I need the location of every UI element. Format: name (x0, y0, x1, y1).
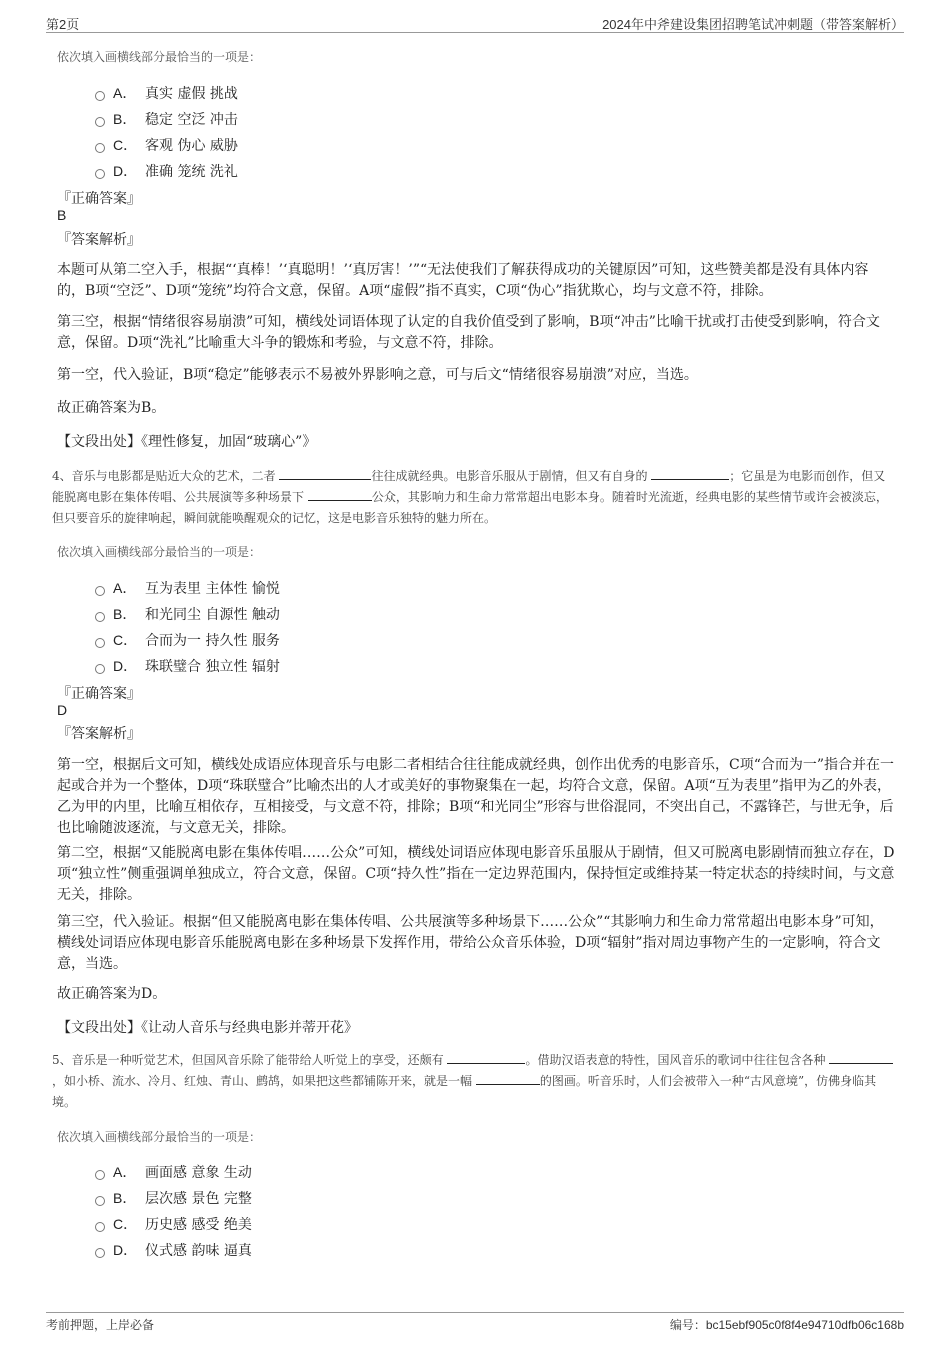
q5-option-a[interactable] (95, 1159, 252, 1185)
q4-option-d[interactable] (95, 653, 280, 679)
q3-prompt: 依次填入画横线部分最恰当的一项是： (57, 50, 262, 64)
question-text: 的图画。听音乐时，人们会被带入一种“古风意境”，仿佛身临其境。 (52, 1074, 877, 1109)
radio-icon[interactable] (95, 1196, 105, 1206)
q4-option-a[interactable] (95, 575, 280, 601)
option-letter: C． (113, 632, 138, 648)
radio-icon[interactable] (95, 586, 105, 596)
option-text: 和光同尘 自源性 触动 (145, 607, 280, 623)
q4-answer: D (57, 702, 68, 718)
q3-option-b[interactable] (95, 106, 238, 132)
blank-line (829, 1051, 893, 1064)
q4-option-c[interactable] (95, 627, 280, 653)
q3-option-a[interactable] (95, 80, 238, 106)
radio-icon[interactable] (95, 638, 105, 648)
option-letter: B． (113, 606, 137, 622)
q5-option-b[interactable] (95, 1185, 252, 1211)
radio-icon[interactable] (95, 91, 105, 101)
document-title: 2024年中斧建设集团招聘笔试冲刺题（带答案解析） (602, 17, 904, 32)
option-letter: A． (113, 580, 137, 596)
q4-analysis-4: 故正确答案为D。 (57, 986, 167, 1002)
option-text: 真实 虚假 挑战 (145, 86, 238, 102)
question-text: 公众，其影响力和生命力常常超出电影本身。随着时光流逝，经典电影的某些情节或许会被淡忘，但只要音乐的旋律响起，瞬间就能唤醒观众的记忆，这是电影音乐独特的魅力所在。 (52, 490, 888, 525)
question-number: 4、 (52, 469, 72, 483)
question-text: 音乐是一种听觉艺术，但国风音乐除了能带给人听觉上的享受，还颇有 (71, 1053, 448, 1067)
page-header (46, 12, 904, 33)
q3-analysis-label: 『答案解析』 (57, 232, 141, 248)
blank-line (279, 467, 371, 480)
option-text: 客观 伪心 威胁 (145, 138, 238, 154)
q3-analysis-1: 本题可从第二空入手，根据“‘真棒！’‘真聪明！’‘真厉害！’”“无法使我们了解获得成功的关键原因”可知，这些赞美都是没有具体内容的，B项“空泛”、D项“笼统”均符合文意，保留。A项“虚假”指不真实，C项“伪心”指犹欺心，均与文意不符，排除。 (57, 262, 869, 299)
radio-icon[interactable] (95, 117, 105, 127)
radio-icon[interactable] (95, 612, 105, 622)
option-text: 画面感 意象 生动 (145, 1165, 252, 1181)
radio-icon[interactable] (95, 1170, 105, 1180)
option-letter: D． (113, 163, 138, 179)
q5-option-d[interactable] (95, 1237, 252, 1263)
page-footer (46, 1312, 904, 1335)
question-text: 音乐与电影都是贴近大众的艺术，二者 (71, 469, 280, 483)
q3-options (95, 80, 238, 184)
blank-line (447, 1051, 525, 1064)
question-text: 。借助汉语表意的特性，国风音乐的歌词中往往包含各种 (525, 1053, 830, 1067)
blank-line (476, 1072, 540, 1085)
q4-analysis-label: 『答案解析』 (57, 726, 141, 742)
radio-icon[interactable] (95, 1248, 105, 1258)
q3-answer-label: 『正确答案』 (57, 191, 141, 207)
q4-options (95, 575, 280, 679)
option-letter: A． (113, 1164, 137, 1180)
blank-line (308, 488, 372, 501)
radio-icon[interactable] (95, 169, 105, 179)
question-text: ，如小桥、流水、冷月、红烛、青山、鹧鸪，如果把这些都铺陈开来，就是一幅 (52, 1074, 476, 1088)
q4-answer-label: 『正确答案』 (57, 686, 141, 702)
q5-options (95, 1159, 252, 1263)
q5-prompt: 依次填入画横线部分最恰当的一项是： (57, 1130, 262, 1144)
q4-source: 【文段出处】《让动人音乐与经典电影并蒂开花》 (57, 1020, 358, 1036)
option-text: 珠联璧合 独立性 辐射 (145, 659, 280, 675)
radio-icon[interactable] (95, 1222, 105, 1232)
question-number: 5、 (52, 1053, 72, 1067)
q3-analysis-3: 第一空，代入验证，B项“稳定”能够表示不易被外界影响之意，可与后文“情绪很容易崩溃”对应，当选。 (57, 367, 698, 383)
blank-line (651, 467, 729, 480)
q4-question (52, 466, 895, 529)
option-letter: B． (113, 111, 137, 127)
radio-icon[interactable] (95, 664, 105, 674)
question-text: ；它虽是为电影而创作，但又能脱离电影在集体传唱、公共展演等多种场景下 (52, 469, 886, 504)
option-text: 稳定 空泛 冲击 (145, 112, 238, 128)
option-text: 互为表里 主体性 愉悦 (145, 581, 280, 597)
q3-analysis-2: 第三空，根据“情绪很容易崩溃”可知，横线处词语体现了认定的自我价值受到了影响，B项“冲击”比喻干扰或打击使受到影响，符合文意，保留。D项“洗礼”比喻重大斗争的锻炼和考验，与文意不符，排除。 (57, 314, 880, 351)
option-letter: C． (113, 137, 138, 153)
option-letter: C． (113, 1216, 138, 1232)
option-text: 历史感 感受 绝美 (145, 1217, 252, 1233)
q3-analysis-4: 故正确答案为B。 (57, 400, 166, 416)
document-id: 编号：bc15ebf905c0f8f4e94710dfb06c168b (669, 1318, 904, 1332)
q5-option-c[interactable] (95, 1211, 252, 1237)
footer-slogan: 考前押题，上岸必备 (46, 1318, 155, 1332)
option-letter: B． (113, 1190, 137, 1206)
q4-analysis-2: 第二空，根据“又能脱离电影在集体传唱……公众”可知，横线处词语应体现电影音乐虽服从于剧情，但又可脱离电影剧情而独立存在，D项“独立性”侧重强调单独成立，符合文意，保留。C项“持久性”指在一定边界范围内，保持恒定或维持某一特定状态的持续时间，与文意无关，排除。 (57, 845, 895, 903)
option-letter: D． (113, 1242, 138, 1258)
option-text: 合而为一 持久性 服务 (145, 633, 280, 649)
option-text: 仪式感 韵味 逼真 (145, 1243, 252, 1259)
option-text: 准确 笼统 洗礼 (145, 164, 238, 180)
q5-question (52, 1050, 895, 1113)
q3-option-d[interactable] (95, 158, 238, 184)
option-letter: D． (113, 658, 138, 674)
q4-option-b[interactable] (95, 601, 280, 627)
question-text: 往往成就经典。电影音乐服从于剧情，但又有自身的 (371, 469, 652, 483)
option-letter: A． (113, 85, 137, 101)
q3-option-c[interactable] (95, 132, 238, 158)
q3-answer: B (57, 207, 67, 223)
page-number: 第2页 (46, 17, 80, 32)
option-text: 层次感 景色 完整 (145, 1191, 252, 1207)
q3-source: 【文段出处】《理性修复，加固“玻璃心”》 (57, 434, 317, 450)
radio-icon[interactable] (95, 143, 105, 153)
q4-analysis-1: 第一空，根据后文可知，横线处成语应体现音乐与电影二者相结合往往能成就经典，创作出优秀的电影音乐，C项“合而为一”指合并在一起或合并为一个整体，D项“珠联璧合”比喻杰出的人才或美好的事物聚集在一起，均符合文意，保留。A项“互为表里”指甲为乙的外表，乙为甲的内里，比喻互相依存，互相接受，与文意不符，排除；B项“和光同尘”形容与世俗混同，不突出自己，不露锋芒，与世无争，后也比喻随波逐流，与文意无关，排除。 (57, 757, 895, 836)
q4-analysis-3: 第三空，代入验证。根据“但又能脱离电影在集体传唱、公共展演等多种场景下……公众”“其影响力和生命力常常超出电影本身”可知，横线处词语应体现电影音乐能脱离电影在多种场景下发挥作用，带给公众音乐体验，D项“辐射”指对周边事物产生的一定影响，符合文意，当选。 (57, 914, 884, 972)
q4-prompt: 依次填入画横线部分最恰当的一项是： (57, 545, 262, 559)
